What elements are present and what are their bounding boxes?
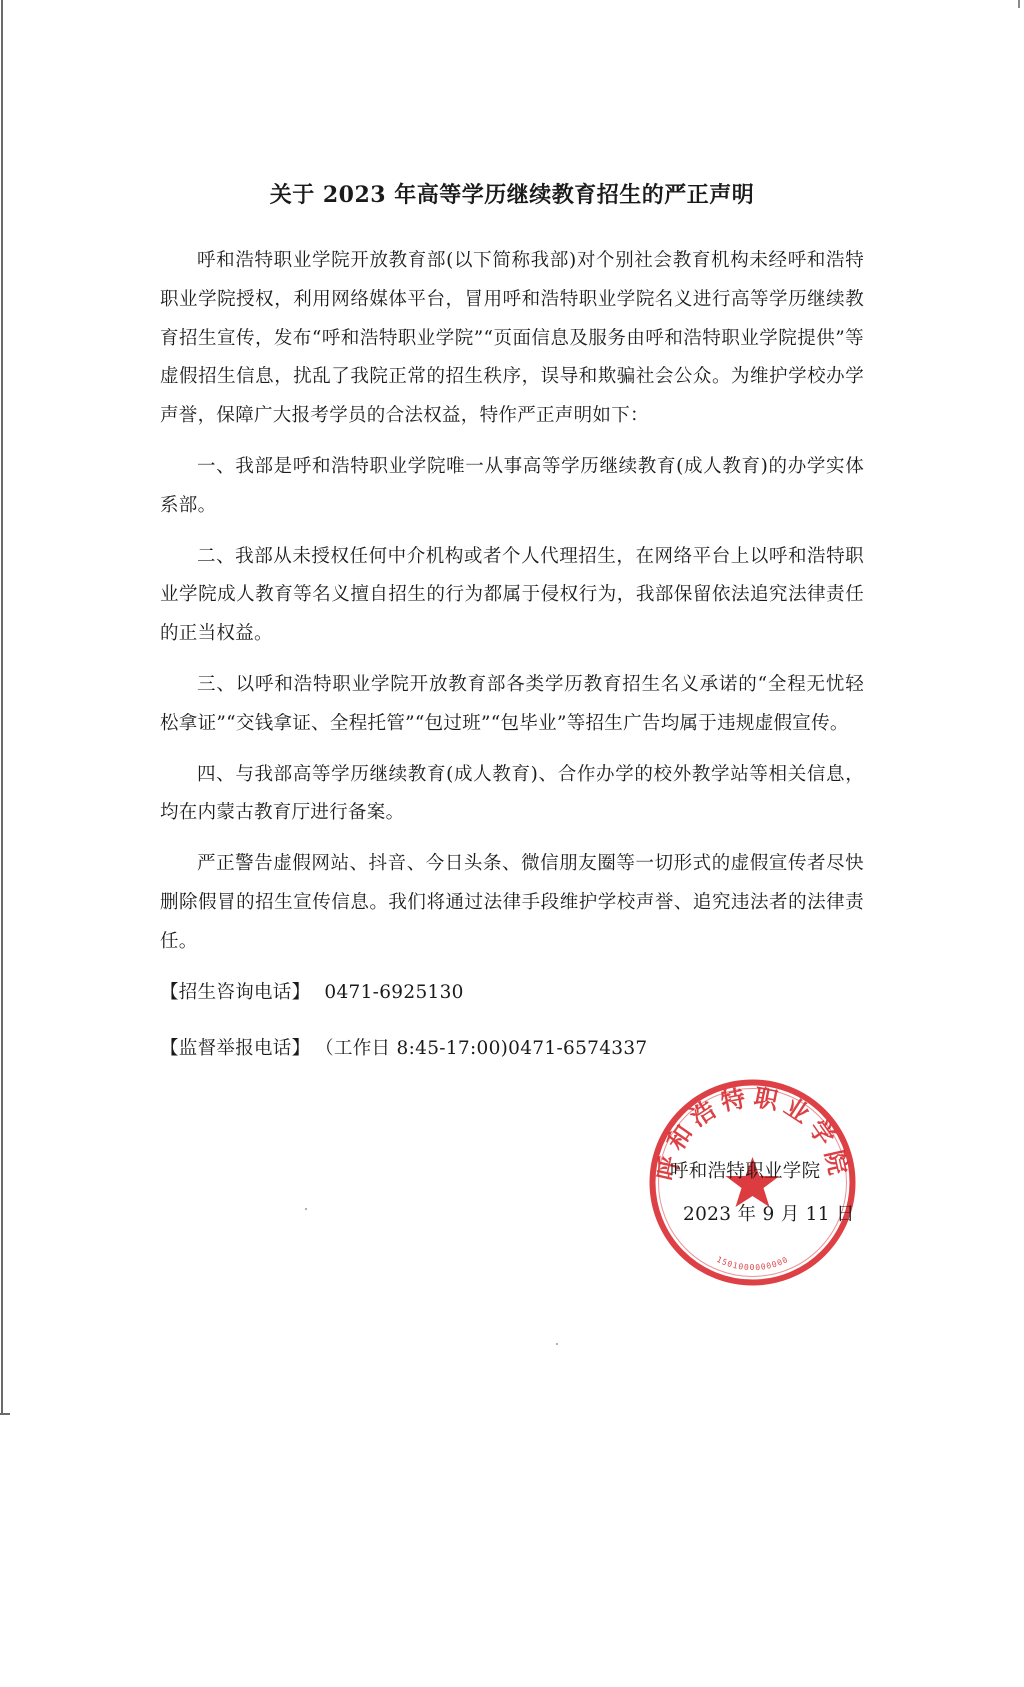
paragraph-item-3: 三、以呼和浩特职业学院开放教育部各类学历教育招生名义承诺的“全程无忧轻松拿证”“交钱拿证、全程托管”“包过班”“包毕业”等招生广告均属于违规虚假宣传。 — [160, 673, 864, 734]
contact-enrollment-label: 【招生咨询电话】 — [160, 981, 311, 1003]
svg-text:1501000000000 — [715, 1255, 790, 1272]
contact-enrollment — [160, 974, 864, 1013]
contact-report — [160, 1030, 864, 1069]
contact-enrollment-phone: 0471-6925130 — [324, 981, 464, 1003]
document-title: 关于 2023 年高等学历继续教育招生的严正声明 — [269, 182, 755, 208]
paragraph-item-4: 四、与我部高等学历继续教育(成人教育)、合作办学的校外教学站等相关信息，均在内蒙古教育厅进行备案。 — [160, 763, 864, 824]
scan-edge-left — [1, 0, 3, 1415]
contact-report-phone: （工作日 8:45-17:00)0471-6574337 — [324, 1038, 648, 1060]
signature-date: 2023 年 9 月 11 日 — [683, 1204, 855, 1225]
paragraph-item-2: 二、我部从未授权任何中介机构或者个人代理招生，在网络平台上以呼和浩特职业学院成人教育等名义擅自招生的行为都属于侵权行为，我部保留依法追究法律责任的正当权益。 — [160, 545, 864, 645]
signature-organization: 呼和浩特职业学院 — [670, 1161, 821, 1182]
scan-edge-bottom — [0, 1413, 10, 1415]
scan-speck — [305, 1208, 307, 1210]
scan-edge-right — [1018, 0, 1020, 8]
seal-text: 呼和浩特职业学院 — [651, 1083, 854, 1184]
scan-speck — [556, 1343, 558, 1345]
seal-number: 1501000000000 — [715, 1254, 790, 1273]
paragraph-warning: 严正警告虚假网站、抖音、今日头条、微信朋友圈等一切形式的虚假宣传者尽快删除假冒的招生宣传信息。我们将通过法律手段维护学校声誉、追究违法者的法律责任。 — [160, 853, 864, 952]
document-body — [160, 242, 864, 1087]
contact-report-label: 【监督举报电话】 — [160, 1038, 311, 1060]
paragraph-item-1: 一、我部是呼和浩特职业学院唯一从事高等学历继续教育(成人教育)的办学实体系部。 — [160, 455, 864, 516]
paragraph-intro: 呼和浩特职业学院开放教育部(以下简称我部)对个别社会教育机构未经呼和浩特职业学院授权，利用网络媒体平台，冒用呼和浩特职业学院名义进行高等学历继续教育招生宣传，发布“呼和浩特职业学院”“页面信息及服务由呼和浩特职业学院提供”等虚假招生信息，扰乱了我院正常的招生秩序，误导和欺骗社会公众。为维护学校办学声誉，保障广大报考学员的合法权益，特作严正声明如下： — [160, 250, 864, 427]
